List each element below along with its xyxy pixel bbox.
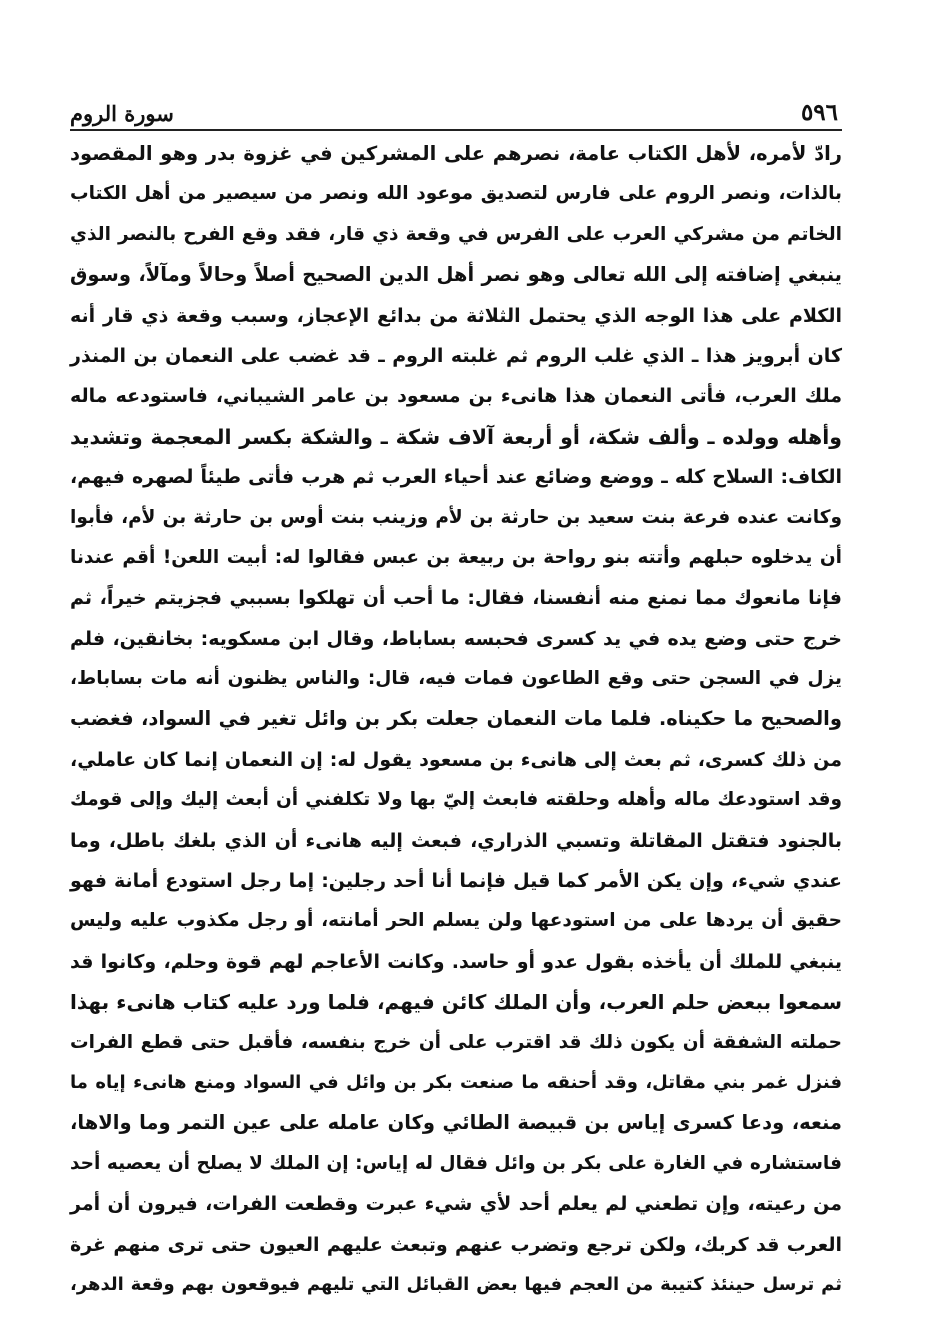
text-line: كان أبرويز هذا ـ الذي غلب الروم ثم غلبته الروم ـ قد غضب على النعمان بن المنذر [70, 344, 842, 367]
text-line: والصحيح ما حكيناه. فلما مات النعمان جعلت بكر بن وائل تغير في السواد، فغضب [70, 707, 842, 731]
page-number: ٥٩٦ [800, 99, 838, 126]
surah-title: سورة الروم [70, 101, 174, 126]
text-line: الكاف: السلاح كله ـ ووضع وضائع عند أحياء العرب ثم هرب فأتى طيئاً لصهره فيهم، [70, 466, 842, 489]
text-line: ينبغي إضافته إلى الله تعالى وهو نصر أهل الدين الصحيح أصلاً وحالاً ومآلاً، وسوق [70, 263, 842, 287]
text-line: ثم ترسل حينئذ كتيبة من العجم فيها بعض القبائل التي تليهم فيوقعون بهم وقعة الدهر، [70, 1273, 842, 1295]
text-line: بالجنود فتقتل المقاتلة وتسبي الذراري، فبعث إليه هانىء أن الذي بلغك باطل، وما [70, 829, 842, 852]
text-line: وأهله وولده ـ وألف شكة، أو أربعة آلاف شكة ـ والشكة بكسر المعجمة وتشديد [70, 424, 842, 449]
text-line: من ذلك كسرى، ثم بعث إلى هانىء بن مسعود يقول له: إن النعمان إنما كان عاملي، [70, 748, 842, 771]
text-line: ينبغي للملك أن يأخذه بقول عدو أو حاسد. وكانت الأعاجم لهم قوة وحلم، وكانوا قد [70, 950, 842, 973]
page-header [70, 92, 838, 126]
text-line: فاستشاره في الغارة على بكر بن وائل فقال له إياس: إن الملك لا يصلح أن يعصيه أحد [70, 1152, 842, 1174]
header-divider [70, 129, 842, 131]
text-line: سمعوا ببعض حلم العرب، وأن الملك كائن فيهم، فلما ورد عليه كتاب هانىء بهذا [70, 990, 842, 1015]
text-line: بالذات، ونصر الروم على فارس لتصديق موعود الله ونصر من سيصير من أهل الكتاب [70, 183, 842, 205]
text-line: أن يدخلوه حبلهم وأتته بنو رواحة بن ربيعة بن عبس فقالوا له: أبيت اللعن! أقم عندنا [70, 546, 842, 568]
text-line: العرب قد كربك، ولكن ترجع وتضرب عنهم وتبعث عليهم العيون حتى ترى منهم غرة [70, 1233, 842, 1256]
text-line: يزل في السجن حتى وقع الطاعون فمات فيه، قال: والناس يظنون أنه مات بساباط، [70, 668, 842, 690]
text-line: رادّ لأمره، لأهل الكتاب عامة، نصرهم على المشركين في غزوة بدر وهو المقصود [70, 142, 842, 165]
text-line: الخاتم من مشركي العرب على الفرس في وقعة ذي قار، فقد وقع الفرح بالنصر الذي [70, 223, 842, 245]
text-line: فإنا مانعوك مما نمنع منه أنفسنا، فقال: ما أحب أن تهلكوا بسببي فجزيتم خيراً، ثم [70, 587, 842, 610]
text-line: حملته الشفقة أن يكون ذلك قد اقترب على أن خرج بنفسه، فأقبل حتى قطع الفرات [70, 1031, 842, 1053]
text-line: وكانت عنده فرعة بنت سعيد بن حارثة بن لأم وزينب بنت أوس بن حارثة بن لأم، فأبوا [70, 506, 842, 528]
text-line: وقد استودعك ماله وأهله وحلقته فابعث إليّ بها ولا تكلفني أن أبعث إليك وإلى قومك [70, 789, 842, 811]
text-line: ملك العرب، فأتى النعمان هذا هانىء بن مسعود بن عامر الشيباني، فاستودعه ماله [70, 385, 842, 408]
body-text [70, 134, 842, 1305]
text-line: خرج حتى وضع يده في يد كسرى فحبسه بساباط، وقال ابن مسكويه: بخانقين، فلم [70, 627, 842, 650]
text-line: منعه، ودعا كسرى إياس بن قبيصة الطائي وكان عامله على عين التمر وما والاها، [70, 1111, 842, 1135]
text-line: عندي شيء، وإن يكن الأمر كما قيل فإنما أنا أحد رجلين: إما رجل استودع أمانة فهو [70, 870, 842, 893]
text-line: حقيق أن يردها على من استودعها ولن يسلم الحر أمانته، أو رجل مكذوب عليه وليس [70, 910, 842, 932]
text-line: فنزل غمر بني مقاتل، وقد أحنقه ما صنعت بكر بن وائل في السواد ومنع هانىء إياه ما [70, 1071, 842, 1093]
text-line: من رعيته، وإن تطعني لم يعلم أحد لأي شيء عبرت وقطعت الفرات، فيرون أن أمر [70, 1193, 842, 1216]
text-line: الكلام على هذا الوجه الذي يحتمل الثلاثة من بدائع الإعجاز، وسبب وقعة ذي قار أنه [70, 304, 842, 327]
